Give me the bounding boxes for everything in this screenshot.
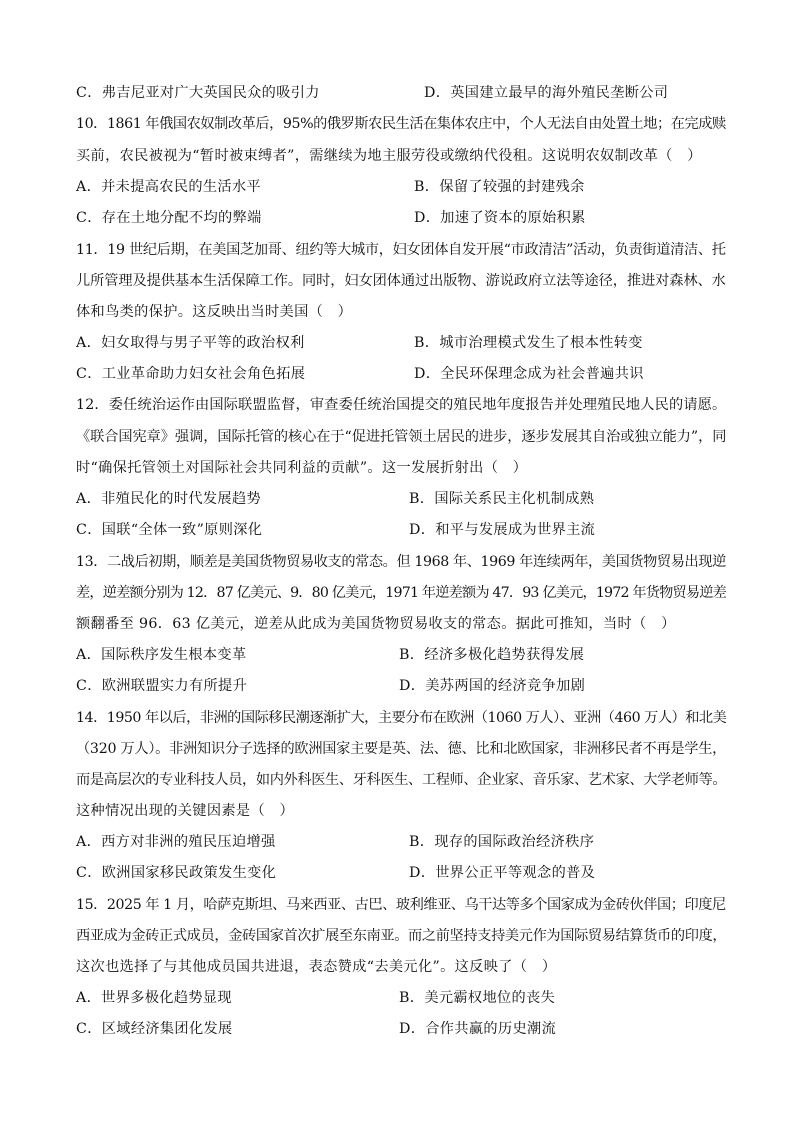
- q11-option-b: B．城市治理模式发生了根本性转变: [414, 335, 643, 351]
- q10-stem-line-2: 买前，农民被视为“暂时被束缚者”，需继续为地主服劳役或缴纳代役租。这说明农奴制改革（ ）: [76, 148, 702, 164]
- q11-option-d: D．全民环保理念成为社会普遍共识: [414, 366, 644, 382]
- q13-option-b: B．经济多极化趋势获得发展: [399, 647, 585, 663]
- q14-stem-line-4: 这种情况出现的关键因素是（ ）: [76, 803, 295, 819]
- q14-option-d: D．世界公正平等观念的普及: [409, 865, 596, 881]
- q12-stem-line-1: 12．委任统治运作由国际联盟监督，审查委任统治国提交的殖民地年度报告并处理殖民地人民的请愿。: [76, 397, 727, 413]
- q14-option-a: A．西方对非洲的殖民压迫增强: [76, 834, 276, 850]
- q15-option-b: B．美元霸权地位的丧失: [399, 990, 556, 1006]
- q10-stem-line-1: 10．1861 年俄国农奴制改革后，95%的俄罗斯农民生活在集体农庄中，个人无法自由处置土地；在完成赎: [76, 116, 726, 132]
- q14-stem-line-2: （320 万人）。非洲知识分子选择的欧洲国家主要是英、法、德、比和北欧国家，非洲移民者不再是学生，: [76, 741, 727, 757]
- q10-option-c: C．存在土地分配不均的弊端: [76, 210, 262, 226]
- q15-option-a: A．世界多极化趋势显现: [76, 990, 232, 1006]
- q15-stem-line-3: 这次也选择了与其他成员国共进退，表态赞成“去美元化”。这反映了（ ）: [76, 959, 557, 975]
- q12-option-d: D．和平与发展成为世界主流: [409, 522, 596, 538]
- q11-option-a: A．妇女取得与男子平等的政治权利: [76, 335, 305, 351]
- q9-option-c: C．弗吉尼亚对广大英国民众的吸引力: [76, 85, 320, 101]
- q13-stem-line-3: 额翻番至 96．63 亿美元，逆差从此成为美国货物贸易收支的常态。据此可推知，当时（ ）: [76, 616, 676, 632]
- q11-option-c: C．工业革命助力妇女社会角色拓展: [76, 366, 306, 382]
- q13-stem-line-1: 13．二战后初期，顺差是美国货物贸易收支的常态。但 1968 年、1969 年连续两年，美国货物贸易出现逆: [76, 554, 726, 570]
- q10-option-a: A．并未提高农民的生活水平: [76, 179, 262, 195]
- q12-option-a: A．非殖民化的时代发展趋势: [76, 491, 262, 507]
- q14-stem-line-3: 而是高层次的专业科技人员，如内外科医生、牙科医生、工程师、企业家、音乐家、艺术家、大学老师等。: [76, 772, 727, 788]
- q14-option-c: C．欧洲国家移民政策发生变化: [76, 865, 277, 881]
- q15-option-c: C．区域经济集团化发展: [76, 1021, 233, 1037]
- q15-stem-line-2: 西亚成为金砖正式成员，金砖国家首次扩展至东南亚。而之前坚持支持美元作为国际贸易结算货币的印度，: [76, 928, 727, 944]
- q13-stem-line-2: 差，逆差额分别为 12．87 亿美元、9．80 亿美元，1971 年逆差额为 47．93 亿美元，1972 年货物贸易逆差: [76, 585, 726, 601]
- q15-stem-line-1: 15．2025 年 1 月，哈萨克斯坦、马来西亚、古巴、玻利维亚、乌干达等多个国家成为金砖伙伴国；印度尼: [76, 897, 726, 913]
- q13-option-d: D．美苏两国的经济竞争加剧: [399, 678, 586, 694]
- q9-option-d: D．英国建立最早的海外殖民垄断公司: [424, 85, 669, 101]
- q11-stem-line-2: 儿所管理及提供基本生活保障工作。同时，妇女团体通过出版物、游说政府立法等途径，推进对森林、水: [76, 273, 726, 289]
- q14-stem-line-1: 14．1950 年以后，非洲的国际移民潮逐渐扩大，主要分布在欧洲（1060 万人）、亚洲（460 万人）和北美: [76, 710, 727, 726]
- q10-option-b: B．保留了较强的封建残余: [414, 179, 585, 195]
- q11-stem-line-1: 11．19 世纪后期，在美国芝加哥、纽约等大城市，妇女团体自发开展“市政清洁”活动，负责街道清洁、托: [76, 242, 726, 258]
- q12-option-b: B．国际关系民主化机制成熟: [409, 491, 595, 507]
- q12-option-c: C．国联“全体一致”原则深化: [76, 522, 263, 538]
- q13-option-a: A．国际秩序发生根本变革: [76, 647, 247, 663]
- q15-option-d: D．合作共赢的历史潮流: [399, 1021, 557, 1037]
- q12-stem-line-2: 《联合国宪章》强调，国际托管的核心在于“促进托管领土居民的进步，逐步发展其自治或独立能力”，同: [76, 429, 727, 445]
- q13-option-c: C．欧洲联盟实力有所提升: [76, 678, 248, 694]
- q14-option-b: B．现存的国际政治经济秩序: [409, 834, 595, 850]
- q10-option-d: D．加速了资本的原始积累: [414, 210, 586, 226]
- q11-stem-line-3: 体和鸟类的保护。这反映出当时美国（ ）: [76, 304, 353, 320]
- q12-stem-line-3: 时“确保托管领土对国际社会共同利益的贡献”。这一发展折射出（ ）: [76, 460, 528, 476]
